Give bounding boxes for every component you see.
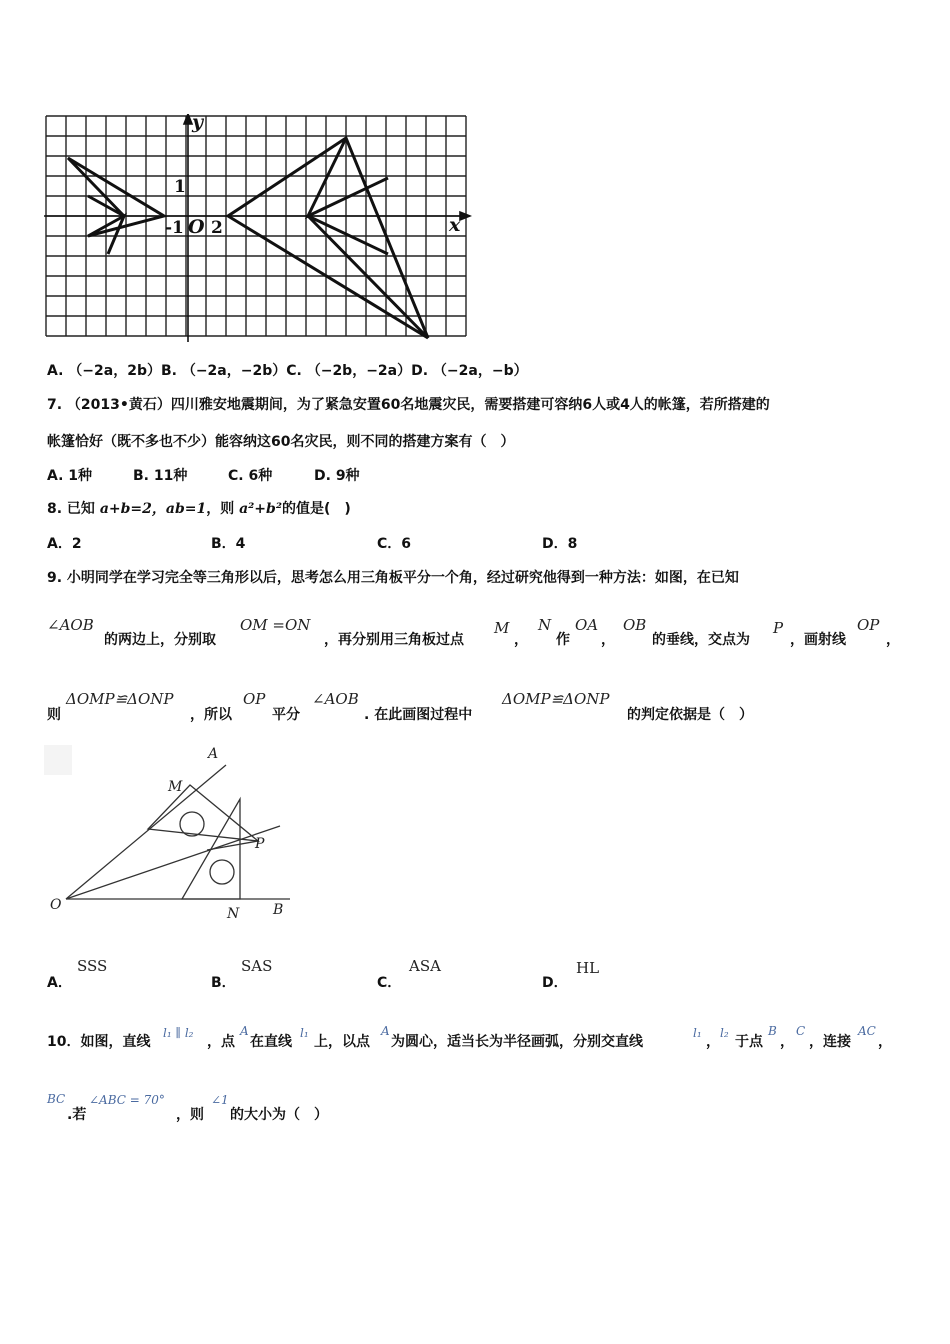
q10-line-l1a: l₁ — [300, 1026, 309, 1040]
q9-ray-op: OP — [857, 616, 880, 634]
q10-text6: 于点 — [735, 1034, 763, 1050]
ray-op — [66, 826, 280, 899]
q9-comma2: ， — [601, 632, 615, 648]
q7-option-c: C. 6种 — [228, 468, 273, 484]
q7-option-d: D. 9种 — [314, 468, 360, 484]
q10-text8: .若 — [67, 1107, 87, 1123]
q9-angle-aob: ∠AOB — [47, 616, 94, 634]
q8-expression: a²+b² — [239, 501, 282, 517]
q9-text-line1: 9. 小明同学在学习完全等三角形以后，思考怎么用三角板平分一个角，经过研究他得到一种方法：如图，在已知 — [47, 570, 739, 586]
q9-point-m: M — [494, 619, 510, 637]
q9-line3-text2: ，所以 — [190, 707, 232, 723]
q8-option-c: C．6 — [377, 536, 412, 552]
q9-line3-text1: 则 — [47, 707, 61, 723]
q9-line2-text1: 的两边上，分别取 — [104, 632, 216, 648]
q10-text4: 上，以点 — [314, 1034, 370, 1050]
axis-label-y: y — [192, 111, 204, 133]
fig-label-o: O — [50, 897, 62, 913]
q10-text1: 10．如图，直线 — [47, 1034, 151, 1050]
q9-line3-text5: 的判定依据是（ ） — [627, 707, 753, 723]
q9-congruence2 — [502, 690, 610, 708]
fig-label-n: N — [227, 906, 240, 922]
q10-parallel-lines: l₁ ∥ l₂ — [163, 1026, 194, 1040]
x-axis-arrow-icon — [460, 212, 470, 220]
ray-oa — [66, 765, 226, 899]
q10-text9: ，则 — [176, 1107, 204, 1123]
tick-label-1: 1 — [174, 177, 186, 197]
q10-seg-ac: AC — [858, 1024, 876, 1038]
q10-text10: 的大小为（ ） — [230, 1107, 328, 1123]
q9-line2-text4: 的垂线，交点为 — [652, 632, 750, 648]
ruler-hole-2 — [210, 860, 234, 884]
q10-point-b: B — [768, 1024, 777, 1038]
tick-label-2: 2 — [211, 218, 223, 238]
q10-text3: 在直线 — [250, 1034, 292, 1050]
coordinate-grid-figure — [44, 114, 472, 342]
fig-label-b: B — [273, 902, 284, 918]
q9-om-on: OM =ON — [240, 616, 311, 634]
q9-line3-text4: . 在此画图过程中 — [364, 707, 473, 723]
q10-point-a2: A — [381, 1024, 390, 1038]
right-arrow-shape — [228, 138, 428, 338]
q9-option-a-value: SSS — [77, 957, 108, 975]
q6-options: A. （−2a，2b）B. （−2a，−2b）C. （−2b，−2a）D. （−2a，−b） — [47, 363, 528, 379]
q10-line-l1b: l₁ — [693, 1026, 702, 1040]
q8-stem — [47, 498, 351, 518]
q9-point-p: P — [773, 619, 784, 637]
q9-option-a-letter: A． — [47, 975, 72, 991]
q9-line3-text3: 平分 — [272, 707, 300, 723]
fig-label-m: M — [168, 779, 183, 795]
q10-seg-bc: BC — [47, 1092, 66, 1106]
q9-seg-oa: OA — [575, 616, 599, 634]
q9-option-d-value: HL — [576, 959, 600, 977]
q10-point-a1: A — [240, 1024, 249, 1038]
left-arrow-shape — [68, 158, 164, 254]
axis-label-x: x — [449, 214, 461, 236]
q9-option-c-letter: C． — [377, 975, 402, 991]
q9-comma1: ， — [514, 632, 528, 648]
triangle-ruler-m — [148, 785, 258, 841]
q8-condition: a+b=2，ab=1 — [99, 501, 207, 517]
q10-line-l2b: l₂ — [720, 1026, 729, 1040]
fig-label-a: A — [208, 746, 219, 762]
q9-congruence1 — [66, 690, 174, 708]
ruler-hole-1 — [180, 812, 204, 836]
q10-sep3: ， — [878, 1034, 892, 1050]
tick-label-minus1: -1 — [165, 218, 184, 238]
q10-point-c: C — [796, 1024, 806, 1038]
fig-label-p: P — [255, 836, 265, 852]
origin-label: O — [188, 216, 205, 238]
q10-text5: 为圆心，适当长为半径画弧，分别交直线 — [391, 1034, 643, 1050]
q8-option-d: D．8 — [542, 536, 578, 552]
q9-point-n: N — [538, 616, 552, 634]
q9-option-c-value: ASA — [409, 957, 441, 975]
q9-comma3: ， — [886, 632, 900, 648]
q8-mid: ，则 — [206, 501, 240, 517]
q8-option-a: A．2 — [47, 536, 82, 552]
q9-congruence2-text: ΔOMP≌ΔONP — [502, 690, 610, 708]
q10-angle-1: ∠1 — [211, 1093, 229, 1107]
q10-angle-abc: ∠ABC = 70° — [89, 1093, 165, 1107]
q9-seg-ob: OB — [623, 616, 647, 634]
q7-text-line1: 7. （2013•黄石）四川雅安地震期间，为了紧急安置60名地震灾民，需要搭建可容纳6人或4人的帐篷，若所搭建的 — [47, 397, 770, 413]
q8-suffix: 的值是( ) — [281, 501, 351, 517]
q10-sep1: ， — [706, 1034, 720, 1050]
figure-corner-mark — [44, 745, 72, 775]
q10-text7: ，连接 — [809, 1034, 851, 1050]
q9-angle-aob-2: ∠AOB — [312, 690, 359, 708]
q9-option-b-letter: B． — [211, 975, 236, 991]
q7-option-a: A. 1种 — [47, 468, 93, 484]
q9-option-b-value: SAS — [241, 957, 273, 975]
q9-line2-text3: 作 — [556, 632, 570, 648]
q10-text2: ，点 — [207, 1034, 235, 1050]
q9-op: OP — [243, 690, 266, 708]
q9-line2-text5: ，画射线 — [790, 632, 846, 648]
q7-text-line2: 帐篷恰好（既不多也不少）能容纳这60名灾民，则不同的搭建方案有（ ） — [47, 434, 515, 450]
q7-option-b: B. 11种 — [133, 468, 188, 484]
angle-bisector-figure — [44, 745, 304, 925]
q9-option-d-letter: D． — [542, 975, 568, 991]
q9-congruence1-text: ΔOMP≌ΔONP — [66, 690, 174, 708]
q10-sep2: ， — [780, 1034, 794, 1050]
q9-line2-text2: ，再分别用三角板过点 — [324, 632, 464, 648]
q8-prefix: 8. 已知 — [47, 501, 100, 517]
q8-option-b: B．4 — [211, 536, 246, 552]
